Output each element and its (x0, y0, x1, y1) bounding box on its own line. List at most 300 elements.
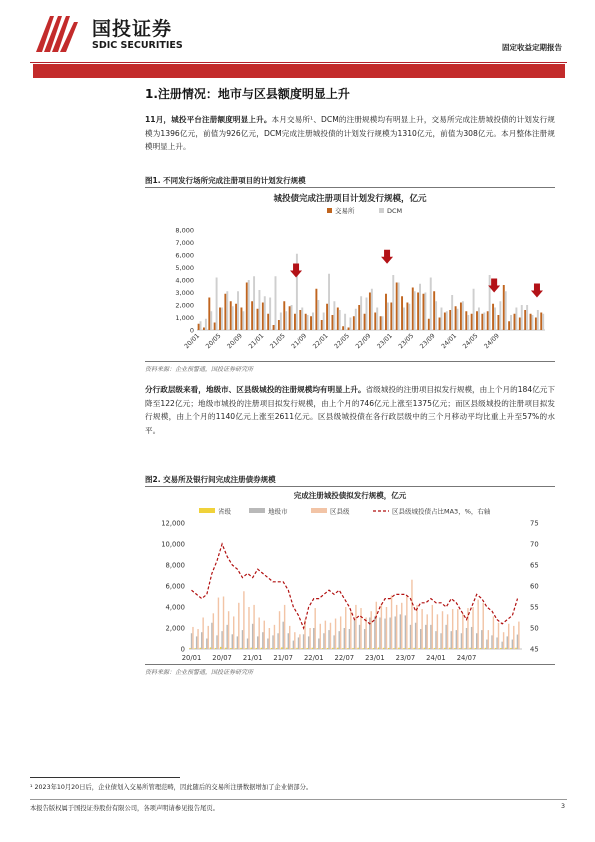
chart-1-bar-exchange (294, 314, 296, 330)
chart-2-bar-county (253, 605, 254, 649)
chart-2-bar-county (228, 611, 229, 649)
chart-2-bar-prefecture (257, 636, 258, 649)
chart-2-bar-province (200, 648, 201, 649)
chart-2-bar-province (363, 648, 364, 649)
chart-2-legend-label-0: 省级 (218, 507, 231, 516)
chart-1-bar-dcm (258, 290, 260, 330)
chart-2-bar-county (309, 628, 310, 649)
paragraph-1-body: 本月交易所¹、DCM的注册规模均有明显上升，交易所完成注册城投债的计划发行规模为1396亿元，前值为926亿元，DCM完成注册城投债的计划发行规模为1310亿元，前值为308亿元。本月整体注册规模明显上升。 (145, 115, 555, 151)
chart-1-bar-dcm (537, 310, 539, 330)
chart-1-bar-exchange (198, 324, 200, 330)
chart-2-x-tick: 22/07 (334, 654, 355, 662)
footnote-marker: ¹ (30, 784, 33, 791)
chart-1-x-tick: 22/01 (311, 332, 330, 351)
chart-1-bar-exchange (444, 313, 446, 331)
chart-1-bar-dcm (210, 311, 212, 330)
figure-2-title: 图2. 交易所及银行间完成注册债券规模 (145, 475, 276, 484)
chart-1-bar-dcm (323, 313, 325, 331)
chart-1-bar-exchange (310, 316, 312, 330)
chart-2-bar-prefecture (445, 625, 446, 649)
chart-2-bar-county (197, 629, 198, 649)
chart-2-bar-county (416, 605, 417, 649)
chart-2-bar-county (258, 618, 259, 650)
chart-1-bar-dcm (285, 311, 287, 330)
chart-2-bar-province (312, 648, 313, 649)
chart-2-bar-prefecture (405, 615, 406, 649)
chart-1-bar-dcm (371, 289, 373, 330)
chart-2-bar-province (495, 648, 496, 649)
chart-2-bar-county (457, 609, 458, 649)
chart-1-bar-exchange (326, 304, 328, 330)
chart-2-bar-province (240, 648, 241, 649)
chart-1-y-tick: 6,000 (175, 251, 194, 260)
chart-2-legend-swatch-1 (249, 508, 265, 513)
chart-2-bar-province (419, 648, 420, 649)
chart-1-bar-dcm (269, 298, 271, 331)
chart-2-x-tick: 20/07 (212, 654, 232, 662)
chart-1-bar-exchange (508, 321, 510, 330)
chart-2-bar-province (485, 648, 486, 649)
chart-1-bar-exchange (460, 303, 462, 331)
chart-2-bar-prefecture (282, 622, 283, 649)
chart-2-bar-province (322, 648, 323, 649)
chart-2-y-tick: 12,000 (161, 519, 185, 528)
chart-2-bar-prefecture (364, 629, 365, 649)
chart-1-bar-exchange (305, 314, 307, 330)
chart-2-bar-prefecture (272, 635, 273, 649)
chart-2-bar-province (215, 648, 216, 649)
chart-2-bar-province (194, 648, 195, 649)
chart-1-x-tick: 23/05 (397, 332, 416, 351)
chart-2-bar-province (347, 648, 348, 649)
chart-2-y-tick: 2,000 (165, 624, 185, 633)
chart-2-bar-prefecture (512, 640, 513, 649)
chart-2-bar-province (210, 647, 211, 649)
chart-2-bar-prefecture (221, 631, 222, 649)
chart-1-bar-exchange (358, 305, 360, 330)
chart-1-bar-dcm (317, 300, 319, 330)
chart-1-bar-dcm (355, 309, 357, 330)
chart-2-bar-county (355, 605, 356, 649)
chart-2-bar-county (513, 626, 514, 649)
chart-2-legend-swatch-0 (199, 508, 215, 513)
chart-1-bar-dcm (398, 283, 400, 331)
chart-1-bar-exchange (524, 310, 526, 330)
chart-2-bar-province (352, 648, 353, 649)
chart-1 (145, 188, 555, 360)
chart-1-bar-dcm (301, 308, 303, 331)
chart-2-bar-province (398, 648, 399, 649)
chart-2-bar-prefecture (262, 632, 263, 649)
chart-2-bar-province (408, 648, 409, 649)
chart-2-bar-prefecture (267, 639, 268, 650)
chart-1-legend-label-0: 交易所 (335, 207, 355, 215)
chart-1-down-arrow-icon (290, 264, 302, 278)
footer-rule (30, 799, 567, 800)
chart-1-bar-exchange (465, 311, 467, 330)
chart-2-x-tick: 22/01 (303, 654, 324, 662)
chart-1-bar-dcm (275, 276, 277, 330)
chart-2-bar-prefecture (232, 634, 233, 649)
chart-2-bar-prefecture (303, 634, 304, 649)
header-rule (30, 62, 567, 63)
chart-1-bar-dcm (216, 278, 218, 331)
chart-1-bar-exchange (530, 314, 532, 330)
chart-2-bar-province (469, 648, 470, 649)
chart-2-bar-county (248, 607, 249, 649)
chart-1-bar-dcm (366, 298, 368, 331)
chart-2-y-tick: 8,000 (165, 561, 185, 570)
section-title: 1.注册情况：地市与区县额度明显上升 (145, 87, 350, 101)
figure-2-bottom-rule (145, 664, 555, 665)
chart-2-bar-province (189, 648, 190, 649)
chart-1-bar-exchange (240, 308, 242, 331)
chart-2-bar-county (452, 609, 453, 649)
chart-1-bar-exchange (262, 303, 264, 331)
chart-2-bar-county (218, 598, 219, 649)
chart-1-bar-dcm (414, 291, 416, 330)
chart-2-x-tick: 23/01 (365, 654, 385, 662)
chart-2-bar-prefecture (211, 623, 212, 649)
chart-2-bar-province (515, 648, 516, 649)
chart-1-bar-dcm (392, 275, 394, 330)
chart-1-bar-dcm (446, 311, 448, 330)
chart-2-bar-province (357, 648, 358, 649)
chart-2-bar-prefecture (339, 631, 340, 649)
chart-1-bar-exchange (235, 304, 237, 330)
chart-1-y-tick: 8,000 (175, 226, 194, 235)
chart-2-bar-province (383, 648, 384, 649)
chart-2-bar-province (251, 648, 252, 649)
chart-2-bar-prefecture (410, 625, 411, 649)
chart-2-y-tick: 0 (180, 645, 185, 654)
chart-2-bar-prefecture (451, 631, 452, 649)
chart-1-bar-dcm (349, 318, 351, 331)
chart-1-bar-dcm (542, 314, 544, 330)
chart-2-bar-province (296, 648, 297, 649)
chart-2-bar-county (411, 580, 412, 649)
chart-2-bar-prefecture (206, 639, 207, 650)
chart-2-bar-province (464, 648, 465, 649)
chart-2-bar-county (447, 614, 448, 649)
chart-2-bar-province (301, 648, 302, 649)
chart-2-bar-county (279, 611, 280, 649)
chart-2-bar-province (337, 648, 338, 649)
chart-2-bar-prefecture (476, 633, 477, 649)
chart-2-bar-prefecture (486, 640, 487, 649)
chart-1-x-tick: 24/05 (461, 332, 480, 351)
chart-2-bar-province (342, 648, 343, 649)
chart-2 (145, 487, 555, 663)
chart-1-bar-exchange (540, 313, 542, 331)
chart-1-bar-dcm (344, 314, 346, 330)
chart-2-legend-swatch-2 (311, 508, 327, 513)
chart-2-bar-prefecture (430, 625, 431, 649)
chart-1-bar-dcm (221, 308, 223, 331)
chart-1-bar-dcm (457, 309, 459, 330)
chart-1-y-tick: 5,000 (175, 264, 194, 272)
chart-1-x-tick: 23/09 (418, 332, 437, 351)
chart-2-bar-prefecture (384, 619, 385, 649)
chart-2-x-tick: 24/07 (456, 654, 477, 662)
chart-1-bar-dcm (242, 311, 244, 330)
chart-2-bar-province (368, 648, 369, 649)
chart-2-bar-prefecture (196, 636, 197, 649)
chart-2-bar-prefecture (420, 629, 421, 649)
chart-2-bar-province (245, 648, 246, 649)
chart-1-bar-dcm (408, 304, 410, 330)
chart-2-bar-province (373, 648, 374, 649)
chart-2-bar-county (213, 613, 214, 649)
chart-1-x-tick: 22/09 (354, 332, 373, 351)
chart-1-bar-dcm (328, 274, 330, 330)
chart-2-bar-county (432, 605, 433, 649)
chart-2-bar-prefecture (415, 623, 416, 649)
chart-1-legend-swatch-0 (327, 208, 332, 213)
chart-2-bar-county (243, 591, 244, 649)
chart-2-bar-province (454, 648, 455, 649)
chart-1-bar-dcm (510, 315, 512, 330)
chart-2-bar-province (459, 648, 460, 649)
figure-1-source: 资料来源：企业预警通，国投证券研究所 (145, 366, 254, 373)
chart-1-bar-exchange (433, 291, 435, 330)
chart-2-bar-county (202, 618, 203, 650)
footnote-text: 2023年10月20日后，企业债划入交易所管理范畴，因此随后的交易所注册数据增加了企业债部分。 (34, 784, 313, 791)
chart-2-bar-county (401, 603, 402, 649)
chart-1-bar-exchange (374, 313, 376, 331)
chart-2-bar-county (381, 604, 382, 649)
chart-2-bar-prefecture (369, 618, 370, 650)
logo (30, 12, 210, 58)
chart-2-bar-province (393, 648, 394, 649)
chart-1-x-tick: 21/05 (268, 332, 287, 351)
chart-2-bar-province (225, 648, 226, 649)
chart-2-bar-province (505, 648, 506, 649)
chart-1-bar-exchange (449, 310, 451, 330)
chart-2-bar-province (332, 648, 333, 649)
chart-1-bar-dcm (253, 276, 255, 330)
chart-2-bar-county (472, 607, 473, 649)
chart-1-title: 城投债完成注册项目计划发行规模，亿元 (273, 194, 427, 204)
chart-1-bar-dcm (376, 308, 378, 331)
header-band (33, 64, 565, 78)
chart-2-bar-county (427, 614, 428, 649)
chart-2-bar-province (307, 648, 308, 649)
logo-en-text: SDIC SECURITIES (92, 40, 183, 51)
chart-2-bar-province (444, 648, 445, 649)
chart-2-bar-prefecture (517, 635, 518, 649)
chart-1-bar-dcm (424, 293, 426, 331)
report-type: 固定收益定期报告 (502, 43, 562, 52)
chart-2-bar-province (510, 648, 511, 649)
chart-1-bar-exchange (331, 315, 333, 330)
footer-disclaimer: 本报告版权属于国投证券股份有限公司，各项声明请参见报告尾页。 (30, 805, 219, 812)
chart-1-bar-exchange (487, 311, 489, 330)
chart-2-bar-county (264, 621, 265, 649)
chart-2-bar-prefecture (435, 631, 436, 649)
chart-1-x-tick: 24/09 (483, 332, 501, 351)
chart-1-y-tick: 2,000 (175, 301, 194, 310)
chart-2-bar-prefecture (425, 625, 426, 649)
chart-2-bar-province (500, 648, 501, 649)
chart-1-bar-exchange (267, 314, 269, 330)
chart-1-legend-label-1: DCM (387, 207, 403, 215)
chart-1-bar-exchange (230, 301, 232, 330)
chart-1-bar-dcm (226, 291, 228, 330)
chart-1-bar-dcm (467, 315, 469, 330)
chart-2-bar-prefecture (440, 633, 441, 649)
chart-1-x-tick: 21/01 (247, 332, 266, 351)
chart-1-bar-exchange (417, 293, 419, 331)
chart-2-bar-prefecture (288, 633, 289, 649)
chart-2-legend-label-1: 地级市 (268, 507, 288, 516)
chart-2-bar-county (269, 628, 270, 649)
chart-1-bar-exchange (423, 294, 425, 330)
chart-1-bar-dcm (382, 316, 384, 330)
chart-2-bar-county (314, 608, 315, 649)
chart-1-bar-exchange (246, 283, 248, 331)
chart-2-bar-county (508, 624, 509, 649)
chart-2-bar-prefecture (298, 637, 299, 649)
chart-1-bar-exchange (481, 314, 483, 330)
chart-2-bar-prefecture (333, 635, 334, 649)
chart-1-bar-dcm (419, 284, 421, 330)
chart-1-bar-exchange (492, 304, 494, 330)
chart-2-bar-county (477, 600, 478, 649)
footnote (30, 782, 312, 791)
chart-1-bar-dcm (333, 301, 335, 330)
chart-1-bar-dcm (483, 313, 485, 331)
chart-1-bar-dcm (451, 295, 453, 330)
chart-2-bar-county (365, 618, 366, 650)
chart-2-bar-county (370, 611, 371, 649)
chart-1-bar-dcm (478, 308, 480, 331)
chart-1-bar-dcm (473, 289, 475, 330)
chart-2-bar-county (396, 605, 397, 649)
chart-2-bar-province (449, 648, 450, 649)
chart-2-bar-prefecture (496, 637, 497, 649)
chart-1-bar-exchange (289, 306, 291, 330)
figure-1-bottom-rule (145, 361, 555, 362)
chart-2-bar-county (391, 595, 392, 649)
paragraph-2-lead: 分行政层级来看，地级市、区县级城投的注册规模均有明显上升。 (145, 385, 366, 394)
chart-2-bar-province (230, 648, 231, 649)
chart-2-bar-county (406, 597, 407, 650)
chart-2-bar-prefecture (395, 616, 396, 649)
chart-2-bar-county (360, 608, 361, 649)
chart-1-bar-dcm (505, 291, 507, 330)
chart-2-bar-province (261, 648, 262, 649)
chart-2-bar-county (325, 621, 326, 649)
chart-1-bar-exchange (364, 314, 366, 330)
chart-2-bar-county (208, 626, 209, 649)
chart-2-y2-tick: 60 (530, 582, 539, 591)
chart-1-bar-dcm (462, 301, 464, 330)
chart-2-bar-county (376, 602, 377, 649)
logo-cn-text: 国投证券 (92, 18, 173, 40)
chart-2-bar-county (437, 614, 438, 649)
chart-2-bar-province (327, 648, 328, 649)
chart-2-bar-county (192, 627, 193, 649)
chart-2-bar-county (345, 607, 346, 649)
chart-1-x-tick: 20/01 (183, 332, 202, 351)
chart-1-y-tick: 1,000 (175, 314, 194, 322)
chart-2-y2-tick: 70 (530, 540, 539, 549)
chart-1-bar-exchange (439, 318, 441, 331)
chart-2-bar-prefecture (466, 628, 467, 649)
chart-1-bar-exchange (390, 303, 392, 331)
chart-2-bar-prefecture (389, 618, 390, 650)
chart-2-bar-prefecture (461, 633, 462, 649)
chart-1-bar-dcm (312, 313, 314, 331)
chart-1-bar-dcm (237, 291, 239, 330)
chart-1-bar-exchange (283, 301, 285, 330)
chart-1-bar-exchange (497, 315, 499, 330)
chart-1-bar-dcm (360, 296, 362, 330)
chart-2-bar-prefecture (374, 616, 375, 649)
chart-1-bar-dcm (387, 303, 389, 331)
chart-2-bar-province (413, 648, 414, 649)
chart-2-bar-province (378, 648, 379, 649)
chart-1-bar-dcm (489, 275, 491, 330)
chart-1-y-tick: 0 (189, 326, 194, 335)
chart-2-y2-tick: 75 (530, 519, 539, 528)
chart-2-bar-province (235, 648, 236, 649)
chart-2-bar-prefecture (501, 642, 502, 649)
chart-1-x-tick: 23/01 (376, 332, 394, 351)
chart-1-bar-exchange (401, 296, 403, 330)
chart-1-bar-exchange (321, 320, 323, 330)
chart-1-bar-exchange (476, 311, 478, 330)
chart-1-bar-exchange (299, 310, 301, 330)
chart-1-bar-dcm (435, 301, 437, 330)
chart-1-bar-dcm (339, 310, 341, 330)
chart-1-bar-exchange (369, 293, 371, 331)
chart-1-bar-exchange (251, 301, 253, 330)
chart-1-bar-exchange (503, 285, 505, 330)
chart-1-bar-exchange (380, 316, 382, 330)
chart-1-bar-dcm (403, 308, 405, 331)
chart-2-bar-county (274, 625, 275, 649)
paragraph-2-body: 省级城投的注册项目拟发行规模，由上个月的184亿元下降至122亿元；地级市城投的注册项目拟发行规模，由上个月的746亿元上涨至1375亿元；而区县级城投的注册项目拟发行规模，由上个月的1140亿元上涨至2611亿元。区县级城投债在各行政层级中的三个月移动平均比重上升至57%的水平。 (145, 385, 556, 435)
chart-1-bar-exchange (342, 326, 344, 330)
chart-1-bar-exchange (396, 283, 398, 331)
chart-2-title: 完成注册城投债拟发行规模，亿元 (293, 491, 407, 500)
chart-1-bar-exchange (535, 318, 537, 331)
chart-2-bar-county (488, 630, 489, 649)
chart-2-bar-county (284, 605, 285, 649)
chart-1-y-tick: 3,000 (175, 289, 194, 297)
chart-2-bar-prefecture (237, 636, 238, 649)
chart-2-bar-prefecture (313, 628, 314, 649)
chart-2-bar-province (205, 648, 206, 649)
chart-1-bar-exchange (219, 308, 221, 331)
chart-1-bar-exchange (315, 289, 317, 330)
chart-1-legend-swatch-1 (379, 208, 384, 213)
chart-1-bar-dcm (291, 305, 293, 330)
chart-1-bar-exchange (455, 306, 457, 330)
figure-2-source: 资料来源：企业预警通，国投证券研究所 (145, 669, 254, 676)
chart-2-bar-county (350, 611, 351, 649)
chart-2-bar-county (462, 613, 463, 649)
chart-1-bar-exchange (406, 303, 408, 331)
chart-1-x-tick: 20/05 (204, 332, 223, 351)
chart-2-y-tick: 4,000 (165, 603, 185, 612)
chart-2-bar-prefecture (216, 635, 217, 649)
chart-1-bar-dcm (200, 321, 202, 330)
chart-2-bar-prefecture (201, 632, 202, 649)
chart-2-y2-tick: 45 (530, 645, 539, 654)
